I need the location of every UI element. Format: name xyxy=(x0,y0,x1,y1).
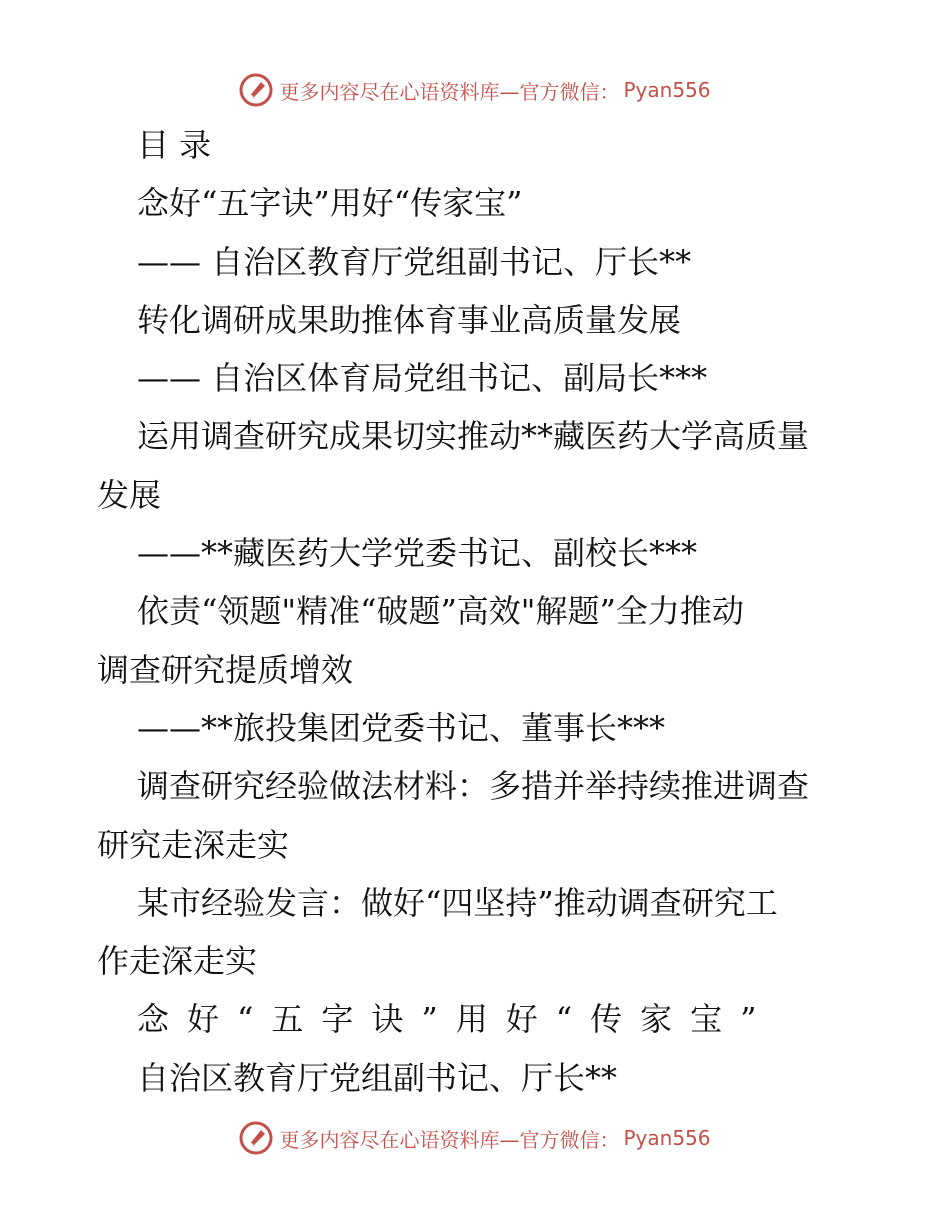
watermark-brand-text: 更多内容尽在心语资料库—官方微信： xyxy=(279,1127,620,1152)
toc-entry-title: 转化调研成果助推体育事业高质量发展 xyxy=(137,300,682,339)
article-author: 自治区教育厅党组副书记、厅长** xyxy=(137,1058,618,1097)
toc-entry-author: ——**旅投集团党委书记、董事长*** xyxy=(137,708,666,747)
pen-nib-logo-icon xyxy=(239,1121,273,1155)
toc-entry-title: 某市经验发言：做好“四坚持”推动调查研究工 xyxy=(137,883,778,922)
toc-entry-title: 调查研究经验做法材料：多措并举持续推进调查 xyxy=(137,767,810,806)
toc-entry-title-continued: 调查研究提质增效 xyxy=(97,650,354,689)
toc-heading: 目 录 xyxy=(137,126,212,164)
watermark-brand-text: 更多内容尽在心语资料库—官方微信： xyxy=(279,79,620,104)
article-title: 念好“五字诀”用好“传家宝” xyxy=(137,1000,775,1039)
toc-entry-title-continued: 研究走深走实 xyxy=(97,825,290,864)
toc-entry-title-continued: 作走深走实 xyxy=(97,942,258,981)
toc-entry-title: 依责“领题"精准“破题”高效"解题”全力推动 xyxy=(137,592,744,631)
document-body xyxy=(97,116,857,1107)
header-watermark xyxy=(0,70,950,110)
watermark-handle: Pyan556 xyxy=(623,78,711,102)
watermark-handle: Pyan556 xyxy=(623,1126,711,1150)
toc-entry-author: ——**藏医药大学党委书记、副校长*** xyxy=(137,534,698,573)
toc-entry-author: —— 自治区教育厅党组副书记、厅长** xyxy=(137,242,692,281)
toc-entry-title: 运用调查研究成果切实推动**藏医药大学高质量 xyxy=(137,417,810,456)
pen-nib-logo-icon xyxy=(239,73,273,107)
toc-entry-title: 念好“五字诀”用好“传家宝” xyxy=(137,184,523,223)
toc-entry-title-continued: 发展 xyxy=(97,475,162,514)
toc-entry-author: —— 自治区体育局党组书记、副局长*** xyxy=(137,359,708,398)
footer-watermark xyxy=(0,1118,950,1158)
